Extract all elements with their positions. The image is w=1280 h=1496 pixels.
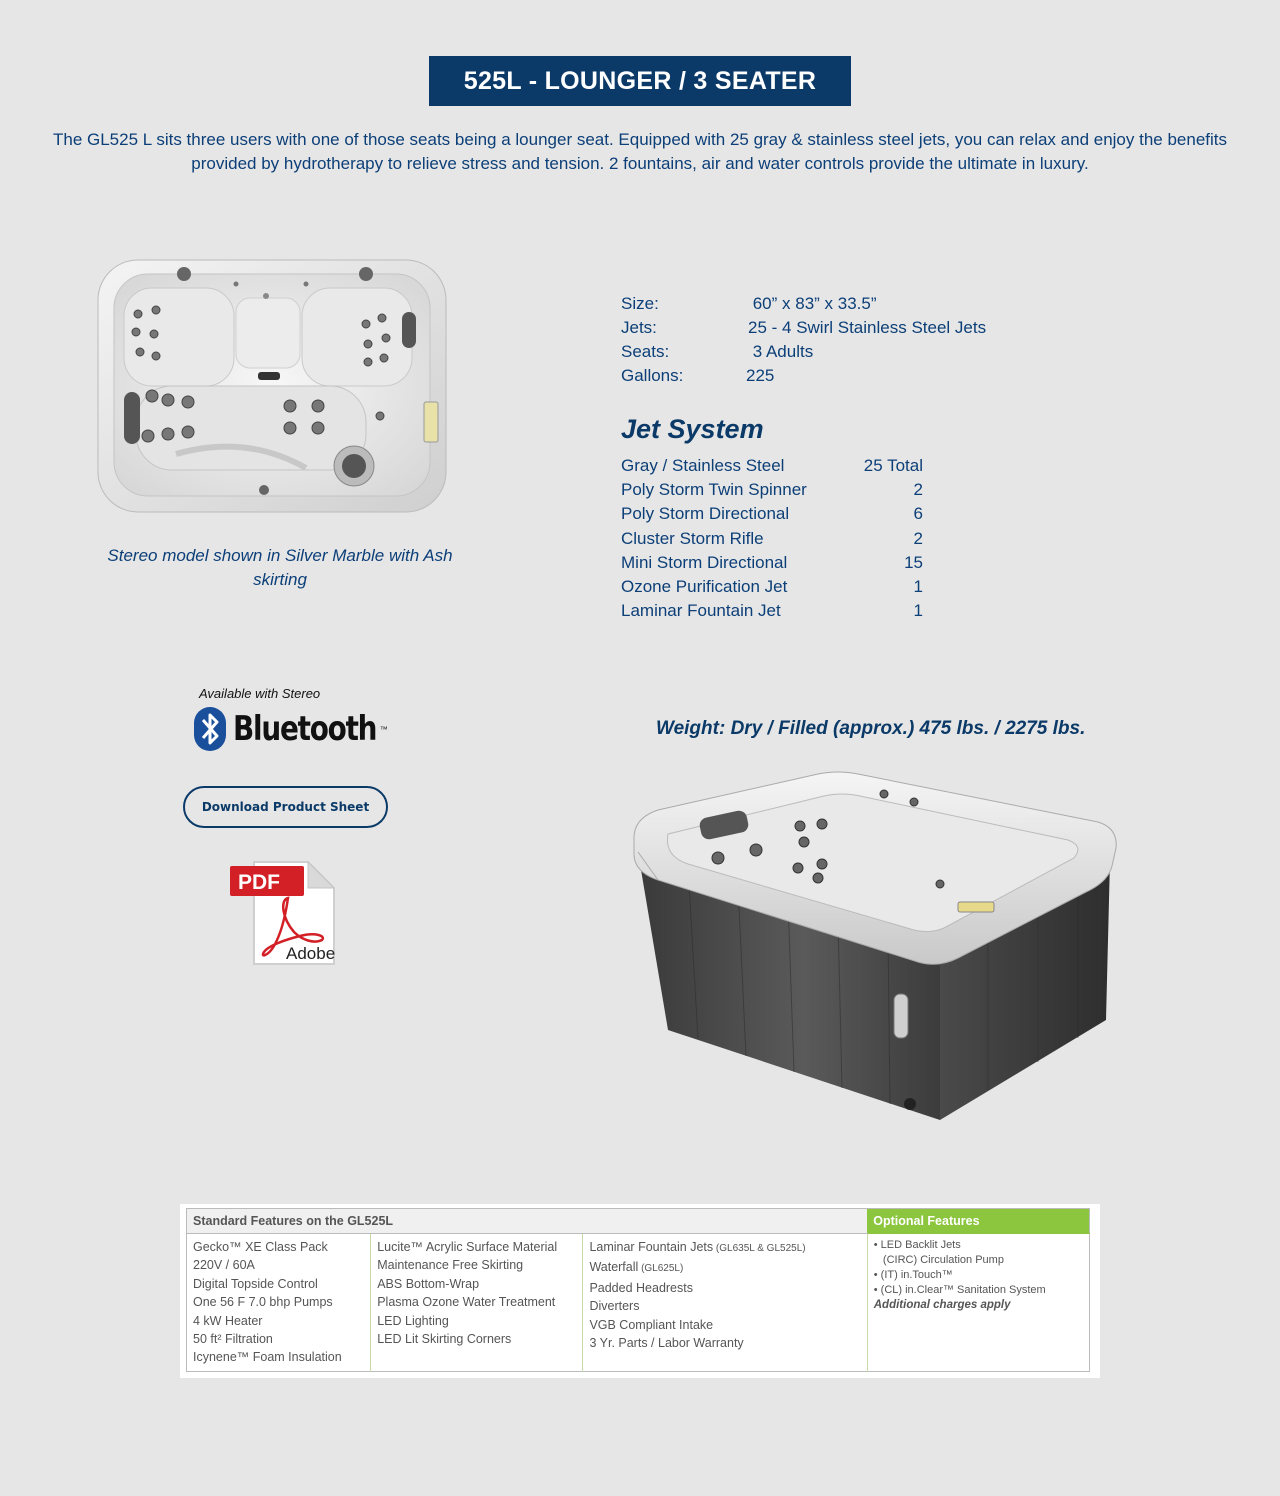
jet-count: 2 <box>913 480 923 500</box>
optional-item: • (IT) in.Touch™ <box>873 1269 953 1281</box>
standard-features-col-2 <box>371 1234 583 1372</box>
bluetooth-icon <box>193 706 227 752</box>
jet-system-table <box>621 454 923 623</box>
feature-item: VGB Compliant Intake <box>589 1317 714 1332</box>
bluetooth-logo <box>193 706 388 752</box>
feature-item: LED Lit Skirting Corners <box>377 1332 512 1347</box>
jet-system-heading: Jet System <box>621 414 764 444</box>
spec-row <box>621 316 986 340</box>
feature-item: 4 kW Heater <box>193 1313 263 1328</box>
spec-label: Seats: <box>621 342 670 361</box>
optional-item: (CIRC) Circulation Pump <box>873 1254 1004 1266</box>
pdf-download-icon[interactable] <box>228 860 338 968</box>
spec-label: Jets: <box>621 318 657 337</box>
jet-name: Poly Storm Directional <box>621 504 790 524</box>
jet-name: Ozone Purification Jet <box>621 577 788 597</box>
standard-features-header: Standard Features on the GL525L <box>187 1209 868 1234</box>
feature-item: Padded Headrests <box>589 1280 693 1295</box>
jet-row <box>621 478 923 502</box>
jet-name: Mini Storm Directional <box>621 552 788 572</box>
spec-row <box>621 340 986 364</box>
jet-count: 2 <box>913 528 923 548</box>
feature-text: Waterfall <box>589 1260 639 1275</box>
jet-row <box>621 454 923 478</box>
feature-item: 220V / 60A <box>193 1258 255 1273</box>
spec-value: 3 Adults <box>748 342 814 361</box>
feature-item: 3 Yr. Parts / Labor Warranty <box>589 1336 744 1351</box>
feature-item: ABS Bottom-Wrap <box>377 1276 480 1291</box>
jet-count: 25 Total <box>863 456 923 475</box>
bluetooth-wordmark: Bluetooth <box>233 709 377 749</box>
feature-model-note: (GL635L & GL525L) <box>713 1243 806 1254</box>
jet-count: 1 <box>913 577 923 597</box>
spec-value: 225 <box>746 366 775 385</box>
jet-name: Poly Storm Twin Spinner <box>621 480 807 500</box>
optional-features-col <box>867 1234 1089 1372</box>
standard-features-col-1 <box>187 1234 371 1372</box>
feature-item: One 56 F 7.0 bhp Pumps <box>193 1295 333 1310</box>
hot-tub-top-view-image <box>96 258 448 514</box>
feature-text: Laminar Fountain Jets <box>589 1240 714 1254</box>
feature-model-note: (GL625L) <box>638 1263 684 1275</box>
jet-name: Laminar Fountain Jet <box>621 601 781 621</box>
spec-label: Gallons: <box>621 366 684 385</box>
feature-item: Gecko™ XE Class Pack <box>193 1240 328 1254</box>
feature-item: Diverters <box>589 1299 640 1314</box>
optional-charges-note: Additional charges apply <box>873 1299 1011 1311</box>
feature-item: 50 ft² Filtration <box>193 1332 273 1347</box>
jet-count: 1 <box>913 601 923 621</box>
jet-name: Cluster Storm Rifle <box>621 528 764 548</box>
jet-row <box>621 502 923 526</box>
feature-item <box>589 1238 860 1258</box>
feature-item: Icynene™ Foam Insulation <box>193 1350 342 1365</box>
adobe-label: Adobe <box>286 944 336 963</box>
spec-row <box>621 292 986 316</box>
download-product-sheet-button[interactable]: Download Product Sheet <box>183 786 388 828</box>
jet-row <box>621 551 923 575</box>
standard-features-col-3 <box>583 1234 867 1372</box>
page-title: 525L - LOUNGER / 3 SEATER <box>429 56 851 106</box>
features-table-container <box>180 1204 1100 1378</box>
spec-row <box>621 364 986 388</box>
optional-item: • (CL) in.Clear™ Sanitation System <box>873 1284 1046 1296</box>
spec-value: 60” x 83” x 33.5” <box>748 294 877 313</box>
feature-item: Digital Topside Control <box>193 1276 318 1291</box>
feature-item: Plasma Ozone Water Treatment <box>377 1295 556 1310</box>
features-table <box>186 1208 1090 1372</box>
spec-value: 25 - 4 Swirl Stainless Steel Jets <box>748 318 987 337</box>
jet-row <box>621 599 923 623</box>
spec-list <box>621 292 986 388</box>
trademark-symbol: ™ <box>379 724 388 734</box>
intro-paragraph: The GL525 L sits three users with one of those seats being a lounger seat. Equipped with 25 gray & stainless steel jets, you can relax and enjoy the benefits provided by hydrotherapy to relieve stress and tension. 2 fountains, air and water controls provide the ultimate in luxury. <box>52 130 1228 173</box>
optional-item: • LED Backlit Jets <box>873 1239 961 1251</box>
feature-item <box>589 1258 860 1278</box>
image-caption: Stereo model shown in Silver Marble with Ash skirting <box>107 546 453 589</box>
jet-name: Gray / Stainless Steel <box>621 456 785 475</box>
hot-tub-side-view-image <box>628 768 1120 1128</box>
optional-features-header: Optional Features <box>867 1209 1089 1234</box>
jet-count: 15 <box>904 552 923 572</box>
jet-count: 6 <box>913 504 923 524</box>
feature-item: Lucite™ Acrylic Surface Material <box>377 1240 558 1254</box>
pdf-badge-text: PDF <box>238 871 280 894</box>
bluetooth-availability-note: Available with Stereo <box>199 686 321 701</box>
jet-row <box>621 575 923 599</box>
spec-label: Size: <box>621 294 659 313</box>
feature-item: LED Lighting <box>377 1313 449 1328</box>
jet-row <box>621 527 923 551</box>
feature-item: Maintenance Free Skirting <box>377 1258 524 1273</box>
weight-info: Weight: Dry / Filled (approx.) 475 lbs. / 2275 lbs. <box>656 718 1086 739</box>
